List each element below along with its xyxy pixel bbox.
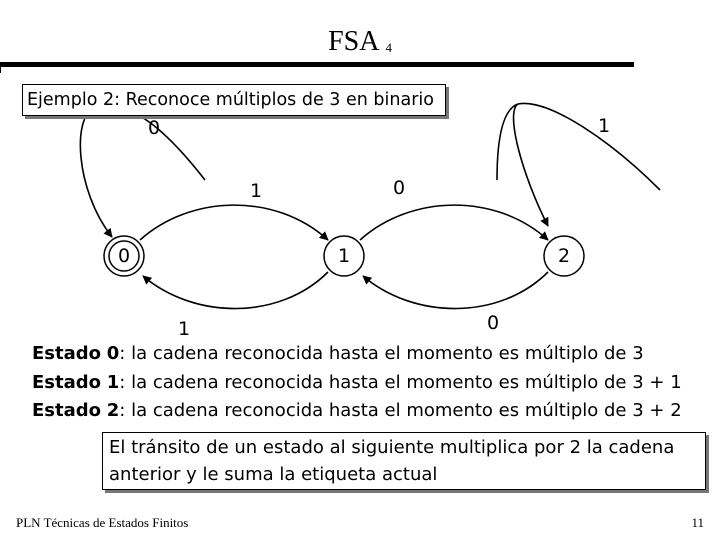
label-loop-state-0: 0 xyxy=(148,117,161,139)
state-description-text: : la cadena reconocida hasta el momento es múltiplo de 3 + 1 xyxy=(119,371,682,393)
label-arc-2-to-1: 0 xyxy=(487,312,500,334)
footer-course-title: PLN Técnicas de Estados Finitos xyxy=(16,515,189,530)
label-arc-0-to-1: 1 xyxy=(250,180,263,202)
state-1-label: 1 xyxy=(337,245,351,267)
state-descriptions xyxy=(32,340,682,426)
state-description-prefix: Estado xyxy=(32,371,102,393)
self-loop-state-2-arrowhead xyxy=(514,104,548,226)
arc-state-0-to-1 xyxy=(140,205,328,240)
state-description-prefix: Estado xyxy=(32,400,102,421)
state-description-text: : la cadena reconocida hasta el momento es múltiplo de 3 + 2 xyxy=(119,400,682,421)
footer-page-number: 11 xyxy=(691,515,704,530)
label-arc-1-to-0: 1 xyxy=(178,318,191,340)
arc-state-1-to-2 xyxy=(360,205,548,240)
example-box-text: Ejemplo 2: Reconoce múltiplos de 3 en binario xyxy=(27,90,434,110)
arc-state-2-to-1 xyxy=(363,272,548,309)
state-0 xyxy=(104,236,144,276)
arc-state-1-to-0 xyxy=(143,272,328,309)
note-line-1: El tránsito de un estado al siguiente multiplica por 2 la cadena xyxy=(109,437,675,458)
self-loop-state-0 xyxy=(80,106,205,237)
state-description-row xyxy=(32,369,682,398)
example-box xyxy=(22,84,446,116)
state-description-row xyxy=(32,397,682,426)
state-description-number: 2 xyxy=(106,400,120,421)
state-description-number: 1 xyxy=(106,371,120,393)
state-description-text: : la cadena reconocida hasta el momento es múltiplo de 3 xyxy=(119,343,644,364)
note-line-2: anterior y le suma la etiqueta actual xyxy=(109,464,438,485)
self-loop-state-0-arrowhead xyxy=(80,108,112,237)
slide-title-text: FSA xyxy=(328,26,380,57)
state-2-label: 2 xyxy=(557,245,571,267)
self-loop-state-2 xyxy=(497,103,660,190)
slide-title-suffix: 4 xyxy=(385,40,392,55)
state-description-row xyxy=(32,340,682,369)
state-description-number: 0 xyxy=(106,343,120,364)
state-1 xyxy=(324,236,364,276)
state-2 xyxy=(544,236,584,276)
state-0-label: 0 xyxy=(117,245,131,267)
label-arc-1-to-2: 0 xyxy=(393,177,406,199)
note-box xyxy=(102,432,706,490)
state-description-prefix: Estado xyxy=(32,343,102,364)
label-loop-state-2: 1 xyxy=(598,115,611,137)
